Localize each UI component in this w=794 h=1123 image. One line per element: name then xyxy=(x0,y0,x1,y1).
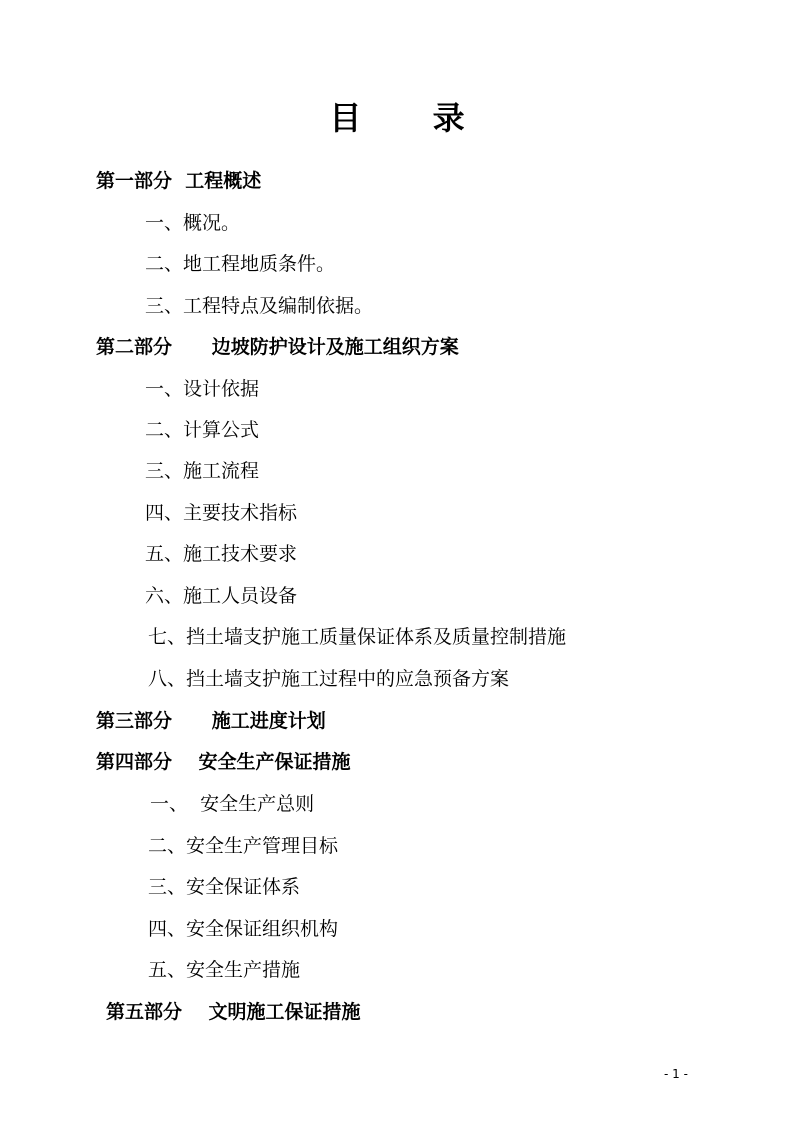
toc-item-1-3: 三、工程特点及编制依据。 xyxy=(145,295,374,317)
page-number: - 1 - xyxy=(664,1067,688,1081)
toc-item-2-2: 二、计算公式 xyxy=(145,419,260,441)
toc-part-3: 第三部分 施工进度计划 xyxy=(96,710,326,732)
toc-item-4-5: 五、安全生产措施 xyxy=(148,959,301,981)
toc-part-4: 第四部分 安全生产保证措施 xyxy=(96,751,351,773)
toc-item-4-1: 一、 安全生产总则 xyxy=(150,793,315,815)
toc-item-4-3: 三、安全保证体系 xyxy=(148,876,301,898)
toc-item-4-2: 二、安全生产管理目标 xyxy=(148,835,339,857)
toc-item-1-2: 二、地工程地质条件。 xyxy=(145,253,336,275)
toc-item-2-1: 一、设计依据 xyxy=(145,378,260,400)
toc-item-1-1: 一、概况。 xyxy=(145,212,241,234)
toc-item-2-3: 三、施工流程 xyxy=(145,460,260,482)
toc-part-5: 第五部分 文明施工保证措施 xyxy=(106,1001,361,1023)
toc-title: 目 录 xyxy=(329,99,495,137)
toc-item-4-4: 四、安全保证组织机构 xyxy=(148,918,339,940)
toc-item-2-8: 八、挡土墙支护施工过程中的应急预备方案 xyxy=(148,668,510,690)
toc-item-2-4: 四、主要技术指标 xyxy=(145,502,298,524)
toc-item-2-5: 五、施工技术要求 xyxy=(145,543,298,565)
toc-part-1: 第一部分 工程概述 xyxy=(96,170,262,192)
toc-part-2: 第二部分 边坡防护设计及施工组织方案 xyxy=(96,336,459,358)
toc-item-2-7: 七、挡土墙支护施工质量保证体系及质量控制措施 xyxy=(148,626,567,648)
toc-item-2-6: 六、施工人员设备 xyxy=(145,585,298,607)
